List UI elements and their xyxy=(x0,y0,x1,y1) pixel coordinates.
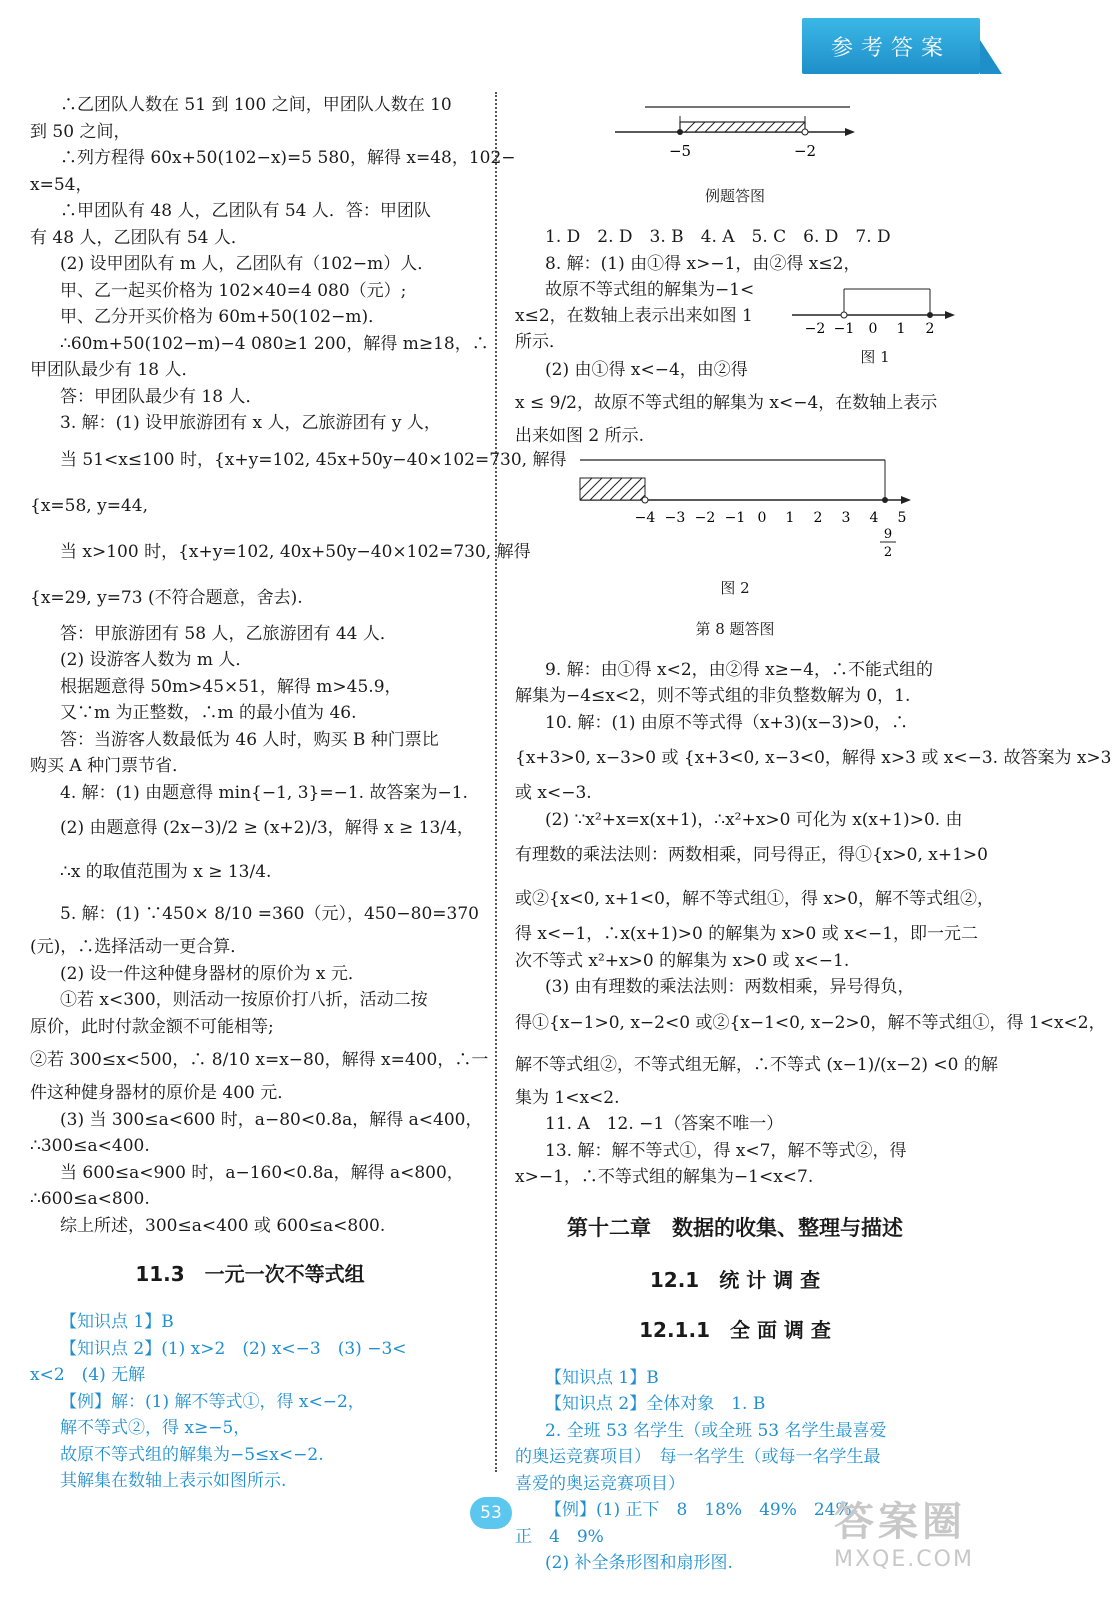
example-line: 故原不等式组的解集为−5≤x<−2. xyxy=(60,1444,324,1465)
text-line: (2) ∵x²+x=x(x+1)，∴x²+x>0 可化为 x(x+1)>0. 由 xyxy=(545,809,963,830)
tick-label: 2 xyxy=(813,509,823,526)
text-line: (3) 当 300≤a<600 时，a−80<0.8a，解得 a<400， xyxy=(60,1109,483,1130)
text-line: 当 x>100 时，{x+y=102, 40x+50y−40×102=730, 解得 xyxy=(60,541,531,562)
figure-caption: 图 2 xyxy=(720,578,750,597)
text-line: 有理数的乘法法则：两数相乘，同号得正，得①{x>0, x+1>0 xyxy=(515,845,988,865)
text-line: ∴甲团队有 48 人，乙团队有 54 人．答：甲团队 xyxy=(60,201,431,221)
knowledge-point: 【知识点 2】全体对象 1. B xyxy=(545,1394,766,1414)
text-line: (3) 由有理数的乘法法则：两数相乘，异号得负， xyxy=(545,977,915,997)
text-line: 答：甲旅游团有 58 人，乙旅游团有 44 人． xyxy=(60,623,397,644)
text-line: 故原不等式组的解集为−1< xyxy=(545,279,755,300)
text-line: 或②{x<0, x+1<0，解不等式组①，得 x>0，解不等式组②， xyxy=(515,889,995,909)
answer-line: 的奥运竞赛项目） 每一名学生（或每一名学生最 xyxy=(515,1447,881,1467)
text-line: 原价，此时付款金额不可能相等; xyxy=(30,1016,274,1037)
text-line: 所示． xyxy=(515,331,566,352)
right-column xyxy=(515,92,1112,1577)
text-line: 次不等式 x²+x>0 的解集为 x>0 或 x<−1. xyxy=(515,950,850,971)
text-line: ②若 300≤x<500，∴ 8/10 x=x−80，解得 x=400，∴一 xyxy=(30,1050,489,1070)
text-line: ①若 x<300，则活动一按原价打八折，活动二按 xyxy=(60,990,428,1010)
banner-title: 参考答案 xyxy=(830,36,951,61)
example-line: 【例】解：(1) 解不等式①，得 x<−2， xyxy=(60,1391,365,1412)
section-title: 12.1 统 计 调 查 xyxy=(649,1267,821,1292)
example-line: 解不等式②，得 x≥−5， xyxy=(60,1418,251,1438)
text-line: 得①{x−1>0, x−2<0 或②{x−1<0, x−2>0，解不等式组①，得 1<x<2， xyxy=(515,1012,1106,1033)
text-line: (2) 由①得 x<−4，由②得 xyxy=(545,359,748,380)
q8-block xyxy=(515,251,955,366)
text-line: 11. A 12. −1（答案不唯一） xyxy=(545,1114,784,1134)
text-line: 甲、乙一起买价格为 102×40=4 080（元）; xyxy=(60,280,407,301)
text-line: ∴列方程得 60x+50(102−x)=5 580，解得 x=48，102− xyxy=(60,148,516,168)
example-line: 【例】(1) 正下 8 18% 49% 24% xyxy=(545,1500,852,1520)
text-line: 或 x<−3. xyxy=(515,783,592,803)
example-line: (2) 补全条形图和扇形图. xyxy=(545,1553,733,1573)
text-line: 解不等式组②，不等式组无解，∴不等式 (x−1)/(x−2) <0 的解 xyxy=(515,1054,998,1075)
tick-label: −3 xyxy=(664,509,686,526)
text-line: ∴60m+50(102−m)−4 080≥1 200，解得 m≥18，∴ xyxy=(60,333,489,354)
text-line: 5. 解：(1) ∵450× 8/10 =360（元），450−80=370 xyxy=(60,904,479,924)
text-line: (2) 由题意得 (2x−3)/2 ≥ (x+2)/3，解得 x ≥ 13/4， xyxy=(60,818,474,838)
text-line: x ≤ 9/2，故原不等式组的解集为 x<−4，在数轴上表示 xyxy=(515,393,938,413)
tick-label: 1 xyxy=(896,320,906,337)
example-line: 其解集在数轴上表示如图所示. xyxy=(60,1471,287,1491)
text-line: 1. D 2. D 3. B 4. A 5. C 6. D 7. D xyxy=(545,227,891,247)
text-line: 当 51<x≤100 时，{x+y=102, 45x+50y−40×102=730, 解得 xyxy=(60,449,567,470)
tick-label: −4 xyxy=(634,509,656,526)
text-line: 得 x<−1，∴x(x+1)>0 的解集为 x>0 或 x<−1，即一元二 xyxy=(515,924,979,944)
answer-line: 喜爱的奥运竞赛项目） xyxy=(515,1473,685,1494)
text-line: {x=29, y=73 (不符合题意，舍去). xyxy=(30,587,303,608)
text-line: ∴600≤a<800. xyxy=(30,1189,150,1209)
tick-label: 4 xyxy=(869,509,879,526)
figure-caption: 例题答图 xyxy=(704,187,765,205)
tick-label: −2 xyxy=(694,509,716,526)
text-line: x>−1，∴不等式组的解集为−1<x<7. xyxy=(515,1167,814,1187)
tick-label: 5 xyxy=(897,509,907,526)
knowledge-point: 【知识点 1】B xyxy=(60,1312,174,1332)
reference-answer-banner xyxy=(802,18,980,74)
text-line: 件这种健身器材的原价是 400 元． xyxy=(30,1083,295,1103)
text-line: 综上所述，300≤a<400 或 600≤a<800. xyxy=(60,1215,386,1236)
text-line: 解集为−4≤x<2，则不等式组的非负整数解为 0，1. xyxy=(515,686,911,706)
knowledge-point: 【知识点 2】(1) x>2 (2) x<−3 (3) −3< xyxy=(60,1338,407,1359)
watermark-logo-text: 答案圈 xyxy=(834,1499,966,1545)
text-line: 4. 解：(1) 由题意得 min{−1, 3}=−1. 故答案为−1. xyxy=(60,782,468,803)
text-line: 8. 解：(1) 由①得 x>−1，由②得 x≤2， xyxy=(545,253,861,274)
column-divider xyxy=(495,92,497,1472)
text-line: (2) 设一件这种健身器材的原价为 x 元． xyxy=(60,963,365,984)
tick-label: 2 xyxy=(925,320,935,337)
example-line: 正 4 9% xyxy=(515,1526,604,1547)
text-line: (2) 设游客人数为 m 人． xyxy=(60,650,253,670)
text-line: 9. 解：由①得 x<2，由②得 x≥−4，∴不能式组的 xyxy=(545,659,933,680)
text-line: (元)，∴选择活动一更合算． xyxy=(30,937,248,957)
page-number: 53 xyxy=(470,1497,512,1529)
text-line: 购买 A 种门票节省． xyxy=(30,756,190,776)
knowledge-point: 【知识点 1】B xyxy=(545,1367,659,1388)
chapter-title: 第十二章 数据的收集、整理与描述 xyxy=(567,1215,903,1240)
text-line: {x+3>0, x−3>0 或 {x+3<0, x−3<0，解得 x>3 或 x<−3. 故答案为 x>3 xyxy=(515,748,1112,768)
tick-label: 0 xyxy=(757,509,767,526)
fraction-denominator: 2 xyxy=(883,544,893,560)
tick-label: 0 xyxy=(868,320,878,337)
text-line: 答：甲团队最少有 18 人． xyxy=(60,386,263,407)
text-line: x=54， xyxy=(30,174,93,195)
figure-caption: 图 1 xyxy=(860,347,890,366)
text-line: 有 48 人，乙团队有 54 人． xyxy=(30,227,248,248)
text-line: (2) 设甲团队有 m 人，乙团队有（102−m）人． xyxy=(60,254,435,274)
fig2-number-line xyxy=(545,450,925,560)
text-line: {x=58, y=44, xyxy=(30,495,148,516)
tick-label: 1 xyxy=(785,509,795,526)
text-line: 10. 解：(1) 由原不等式得（x+3)(x−3)>0，∴ xyxy=(545,712,909,733)
figure-caption: 第 8 题答图 xyxy=(695,619,775,638)
tick-label: −2 xyxy=(804,320,826,337)
text-line: 甲团队最少有 18 人． xyxy=(30,360,199,380)
text-line: 答：当游客人数最低为 46 人时，购买 B 种门票比 xyxy=(60,729,439,750)
text-line: ∴x 的取值范围为 x ≥ 13/4. xyxy=(60,862,272,882)
watermark-url: MXQE.COM xyxy=(834,1547,974,1572)
text-line: 3. 解：(1) 设甲旅游团有 x 人，乙旅游团有 y 人， xyxy=(60,413,441,433)
text-line: 13. 解：解不等式①，得 x<7，解不等式②，得 xyxy=(545,1140,907,1161)
text-line: 当 600≤a<900 时，a−160<0.8a，解得 a<800， xyxy=(60,1162,464,1183)
text-line: 根据题意得 50m>45×51，解得 m>45.9， xyxy=(60,676,402,697)
text-line: x≤2，在数轴上表示出来如图 1 xyxy=(515,305,753,326)
subsection-title: 12.1.1 全 面 调 查 xyxy=(639,1317,831,1342)
text-line: 甲、乙分开买价格为 60m+50(102−m)． xyxy=(60,307,386,327)
example-number-line xyxy=(605,92,865,168)
watermark xyxy=(834,1490,1024,1590)
tick-label: −1 xyxy=(724,509,746,526)
tick-label: 3 xyxy=(841,509,851,526)
knowledge-point: x<2 (4) 无解 xyxy=(30,1365,146,1385)
text-line: 出来如图 2 所示. xyxy=(515,426,645,446)
text-line: 集为 1<x<2. xyxy=(515,1087,620,1108)
tick-label: −2 xyxy=(793,142,817,160)
tick-label: −1 xyxy=(833,320,855,337)
tick-label: −5 xyxy=(668,142,692,160)
section-title: 11.3 一元一次不等式组 xyxy=(135,1262,365,1286)
fig1-number-line xyxy=(787,277,959,335)
text-line: ∴乙团队人数在 51 到 100 之间，甲团队人数在 10 xyxy=(60,95,452,115)
text-line: 到 50 之间， xyxy=(30,121,131,142)
answer-line: 2. 全班 53 名学生（或全班 53 名学生最喜爱 xyxy=(545,1420,887,1441)
fraction-numerator: 9 xyxy=(883,526,893,542)
text-line: ∴300≤a<400. xyxy=(30,1136,150,1156)
text-line: 又∵m 为正整数，∴m 的最小值为 46. xyxy=(60,703,357,723)
